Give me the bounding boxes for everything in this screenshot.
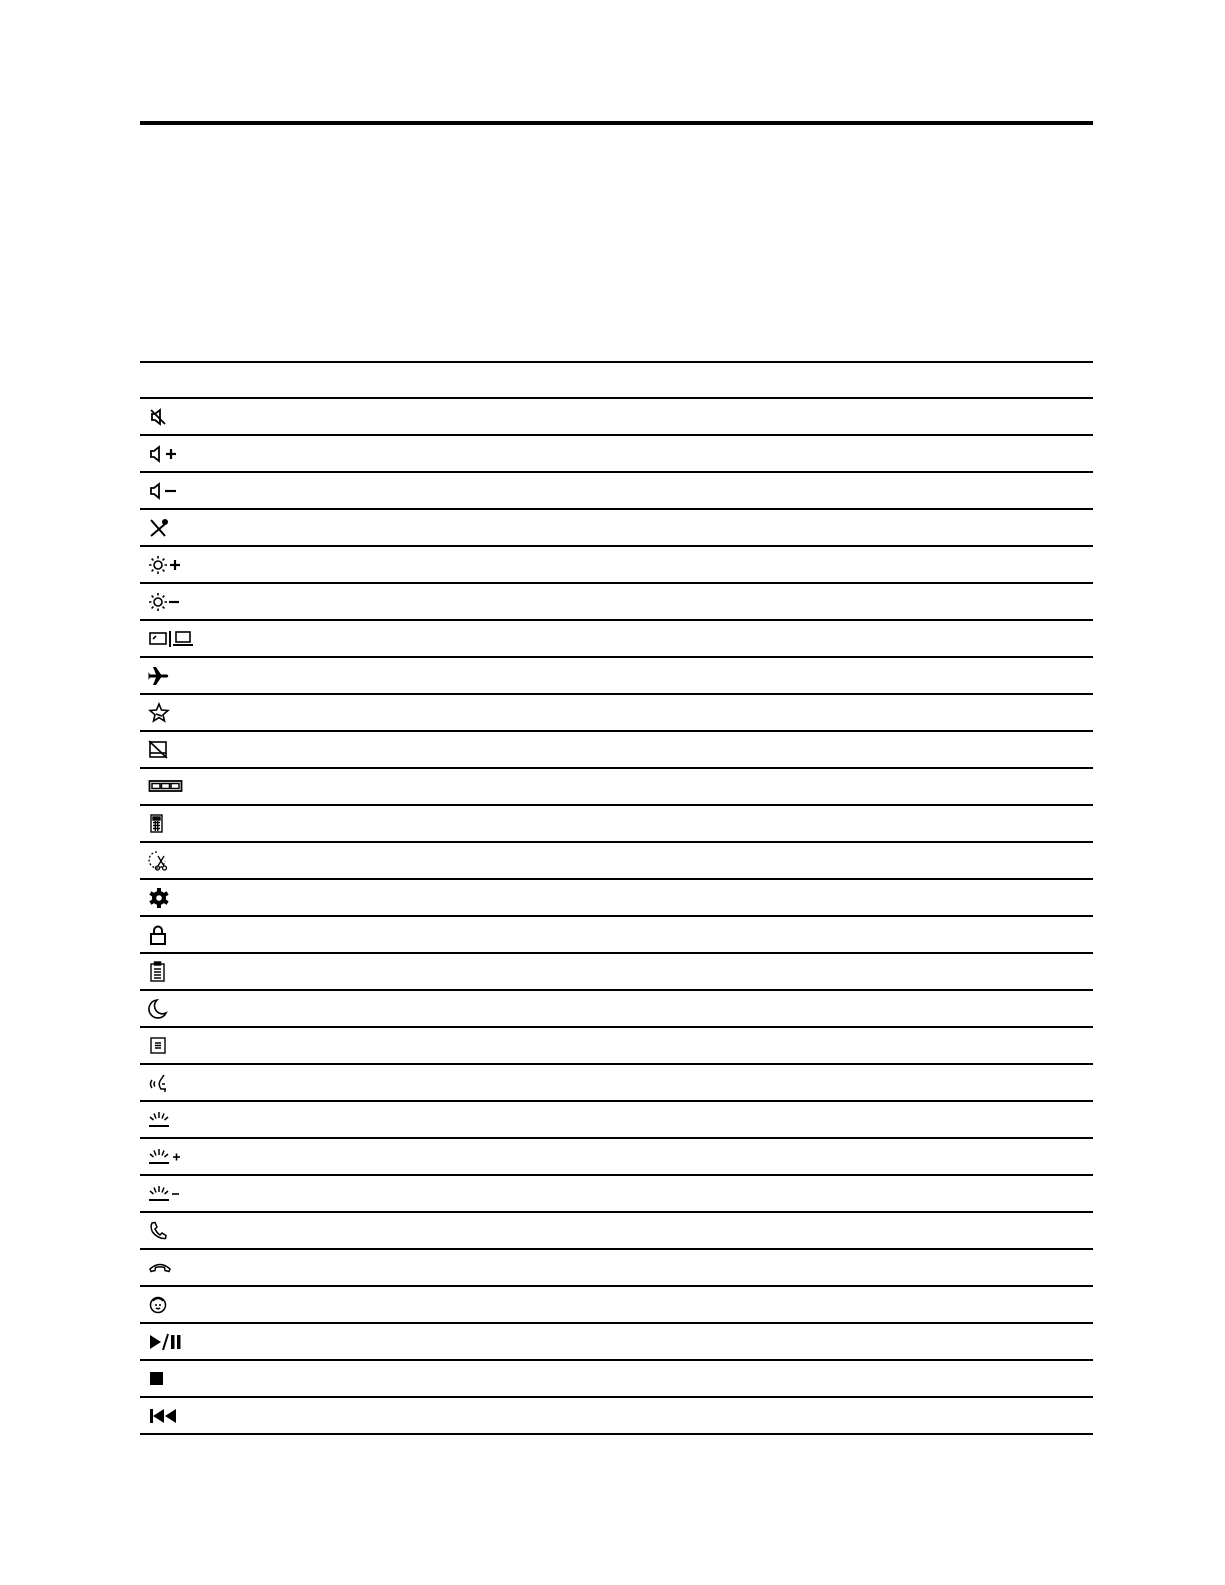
previous-track-icon — [140, 1398, 220, 1433]
touchpad-off-icon — [140, 732, 220, 767]
table-row — [140, 1250, 1093, 1287]
hotkey-table — [140, 361, 1093, 1435]
clipboard-icon — [140, 954, 220, 989]
table-row — [140, 954, 1093, 991]
table-row — [140, 843, 1093, 880]
table-row — [140, 547, 1093, 584]
table-row — [140, 1065, 1093, 1102]
volume-down-icon — [140, 473, 220, 508]
play-pause-icon — [140, 1324, 220, 1359]
table-row — [140, 1361, 1093, 1398]
keyboard-icon — [140, 769, 220, 804]
calculator-icon — [140, 806, 220, 841]
table-row — [140, 1102, 1093, 1139]
table-row — [140, 991, 1093, 1028]
table-row — [140, 1398, 1093, 1435]
table-row — [140, 1176, 1093, 1213]
microphone-mute-icon — [140, 510, 220, 545]
brightness-down-icon — [140, 584, 220, 619]
table-row — [140, 510, 1093, 547]
table-row — [140, 917, 1093, 954]
table-header — [140, 363, 1093, 399]
snipping-tool-icon — [140, 843, 220, 878]
table-row — [140, 473, 1093, 510]
table-row — [140, 621, 1093, 658]
keyboard-backlight-up-icon — [140, 1139, 220, 1174]
table-row — [140, 436, 1093, 473]
keyboard-backlight-down-icon — [140, 1176, 220, 1211]
table-row — [140, 695, 1093, 732]
speaker-mute-icon — [140, 399, 220, 434]
favorites-icon — [140, 695, 220, 730]
table-row — [140, 769, 1093, 806]
table-row — [140, 1213, 1093, 1250]
voice-assistant-icon — [140, 1065, 220, 1100]
display-switch-icon — [140, 621, 220, 656]
phone-hangup-icon — [140, 1250, 220, 1285]
table-row — [140, 1028, 1093, 1065]
assistant-face-icon — [140, 1287, 220, 1322]
top-rule — [140, 121, 1093, 125]
volume-up-icon — [140, 436, 220, 471]
table-row — [140, 658, 1093, 695]
sleep-moon-icon — [140, 991, 220, 1026]
phone-answer-icon — [140, 1213, 220, 1248]
settings-gear-icon — [140, 880, 220, 915]
keyboard-backlight-icon — [140, 1102, 220, 1137]
table-row — [140, 1324, 1093, 1361]
table-row — [140, 399, 1093, 436]
context-menu-icon — [140, 1028, 220, 1063]
table-row — [140, 732, 1093, 769]
table-row — [140, 806, 1093, 843]
table-row — [140, 584, 1093, 621]
table-row — [140, 1287, 1093, 1324]
airplane-mode-icon — [140, 658, 220, 693]
table-row — [140, 880, 1093, 917]
stop-icon — [140, 1361, 220, 1396]
brightness-up-icon — [140, 547, 220, 582]
table-row — [140, 1139, 1093, 1176]
lock-icon — [140, 917, 220, 952]
